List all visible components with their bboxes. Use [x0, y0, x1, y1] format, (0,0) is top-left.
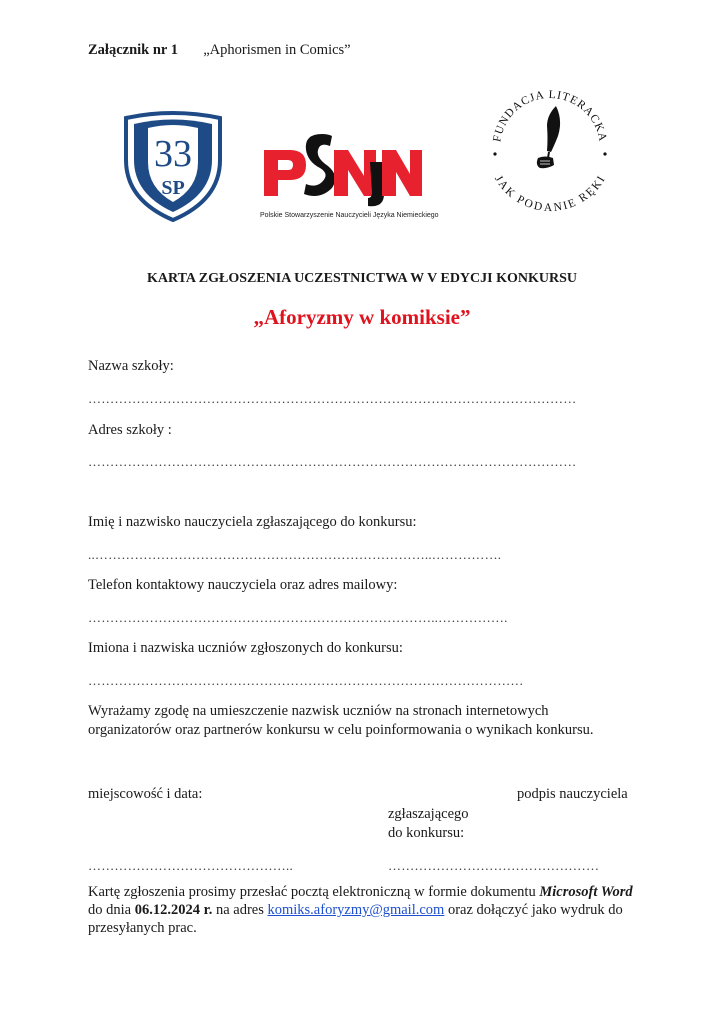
psnjn-logo — [260, 128, 439, 223]
field-line-school-name[interactable]: ………………………………………………………………………………………………… — [88, 391, 577, 406]
field-line-teacher-contact[interactable]: ……………………………………………………………………..……………. — [88, 610, 508, 625]
school-logo-33sp — [118, 110, 228, 222]
footer-text-2a: do dnia — [88, 902, 135, 918]
deadline-date: 06.12.2024 r. — [134, 902, 213, 918]
footer-text-2b: na adres — [212, 902, 268, 918]
school-logo-letters: SP — [161, 177, 185, 199]
form-heading: KARTA ZGŁOSZENIA UCZESTNICTWA W V EDYCJI KONKURSU — [147, 271, 577, 286]
field-label-teacher-name: Imię i nazwisko nauczyciela zgłaszającego do konkursu: — [88, 514, 417, 530]
place-date-label: miejscowość i data: — [88, 786, 203, 802]
school-logo-number: 33 — [154, 133, 192, 175]
field-line-student-names[interactable]: ……………………………………………………………………………………… — [88, 673, 524, 688]
consent-line-1: Wyrażamy zgodę na umieszczenie nazwisk uczniów na stronach internetowych — [88, 703, 549, 719]
footer-line-3: przesyłanych prac. — [88, 920, 197, 936]
email-link[interactable]: komiks.aforyzmy@gmail.com — [267, 902, 445, 918]
signature-label-1: podpis nauczyciela — [517, 786, 628, 802]
signature-label-2: zgłaszającego — [388, 806, 469, 822]
place-date-line[interactable]: ……………………………………….. — [88, 858, 293, 873]
signature-label-3: do konkursu: — [388, 825, 465, 841]
footer-line-2 — [88, 902, 623, 919]
field-label-teacher-contact: Telefon kontaktowy nauczyciela oraz adres mailowy: — [88, 577, 398, 593]
field-label-student-names: Imiona i nazwiska uczniów zgłoszonych do konkursu: — [88, 640, 403, 656]
field-label-school-address: Adres szkoły : — [88, 422, 172, 438]
attachment-label: Załącznik nr 1 — [88, 42, 178, 58]
signature-line[interactable]: ………………………………………… — [388, 858, 600, 873]
svg-text:JAK PODANIE RĘKI — [492, 174, 608, 212]
field-line-teacher-name[interactable]: ..…………………………………………………………………..……………. — [88, 547, 502, 562]
foundation-logo — [486, 84, 614, 212]
contest-name: „Aforyzmy w komiksie” — [253, 305, 471, 329]
field-line-school-address[interactable]: ………………………………………………………………………………………………… — [88, 454, 577, 469]
foundation-bottom-text: JAK PODANIE RĘKI — [491, 173, 609, 212]
foundation-top-text: FUNDACJA LITERACKA — [491, 88, 609, 143]
footer-text-1: Kartę zgłoszenia prosimy przesłać pocztą elektroniczną w formie dokumentu — [88, 884, 540, 900]
consent-line-2: organizatorów oraz partnerów konkursu w celu poinformowania o wynikach konkursu. — [88, 722, 594, 738]
footer-text-2c: oraz dołączyć jako wydruk do — [444, 902, 623, 918]
attachment-header — [88, 42, 351, 59]
psnjn-subtitle: Polskie Stowarzyszenie Nauczycieli Języka Niemieckiego — [260, 212, 439, 219]
field-label-school-name: Nazwa szkoły: — [88, 358, 174, 374]
microsoft-word-label: Microsoft Word — [539, 884, 633, 900]
attachment-title: „Aphorismen in Comics” — [203, 42, 351, 58]
footer-line-1 — [88, 884, 633, 901]
quill-hand-icon — [537, 106, 560, 168]
